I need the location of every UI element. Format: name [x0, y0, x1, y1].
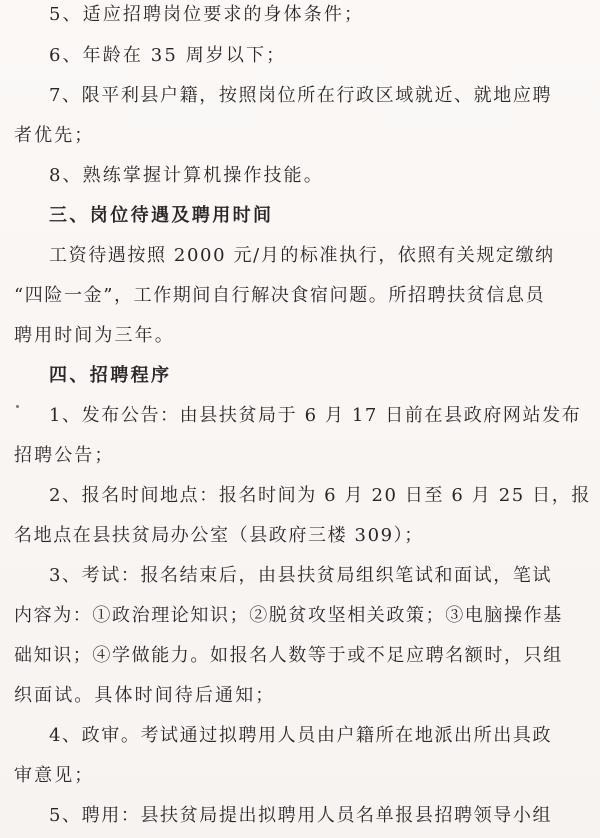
text-line-16: 内容为：①政治理论知识；②脱贫攻坚相关政策；③电脑操作基	[14, 605, 563, 626]
text-line-1: 5、适应招聘岗位要求的身体条件；	[49, 4, 365, 25]
text-line-14: 名地点在县扶贫局办公室（县政府三楼 309）；	[14, 525, 424, 546]
text-line-12: 招聘公告；	[14, 445, 115, 466]
text-line-11: 1、发布公告：由县扶贫局于 6 月 17 日前在县政府网站发布	[49, 405, 582, 426]
text-line-7: 工资待遇按照 2000 元/月的标准执行，依照有关规定缴纳	[49, 245, 555, 266]
text-line-4: 者优先；	[14, 125, 95, 146]
text-line-9: 聘用时间为三年。	[14, 325, 175, 346]
text-line-18: 织面试。具体时间待后通知；	[14, 685, 276, 706]
text-line-20: 审意见；	[14, 765, 95, 786]
text-line-8: “四险一金”，工作期间自行解决食宿问题。所招聘扶贫信息员	[14, 285, 546, 306]
text-line-19: 4、政审。考试通过拟聘用人员由户籍所在地派出所出具政	[49, 725, 553, 746]
section-heading-4: 四、招聘程序	[49, 365, 172, 386]
text-line-5: 8、熟练掌握计算机操作技能。	[49, 165, 324, 186]
text-line-13: 2、报名时间地点：报名时间为 6 月 20 日至 6 月 25 日，报	[49, 485, 591, 506]
section-heading-3: 三、岗位待遇及聘用时间	[49, 205, 274, 226]
text-line-17: 础知识；④学做能力。如报名人数等于或不足应聘名额时，只组	[14, 645, 563, 666]
scan-speck	[16, 405, 19, 408]
text-line-21: 5、聘用：县扶贫局提出拟聘用人员名单报县招聘领导小组	[49, 805, 553, 826]
text-line-2: 6、年龄在 35 周岁以下；	[49, 45, 287, 66]
text-line-3: 7、限平利县户籍，按照岗位所在行政区域就近、就地应聘	[49, 85, 553, 106]
text-line-15: 3、考试：报名结束后，由县扶贫局组织笔试和面试，笔试	[49, 565, 553, 586]
